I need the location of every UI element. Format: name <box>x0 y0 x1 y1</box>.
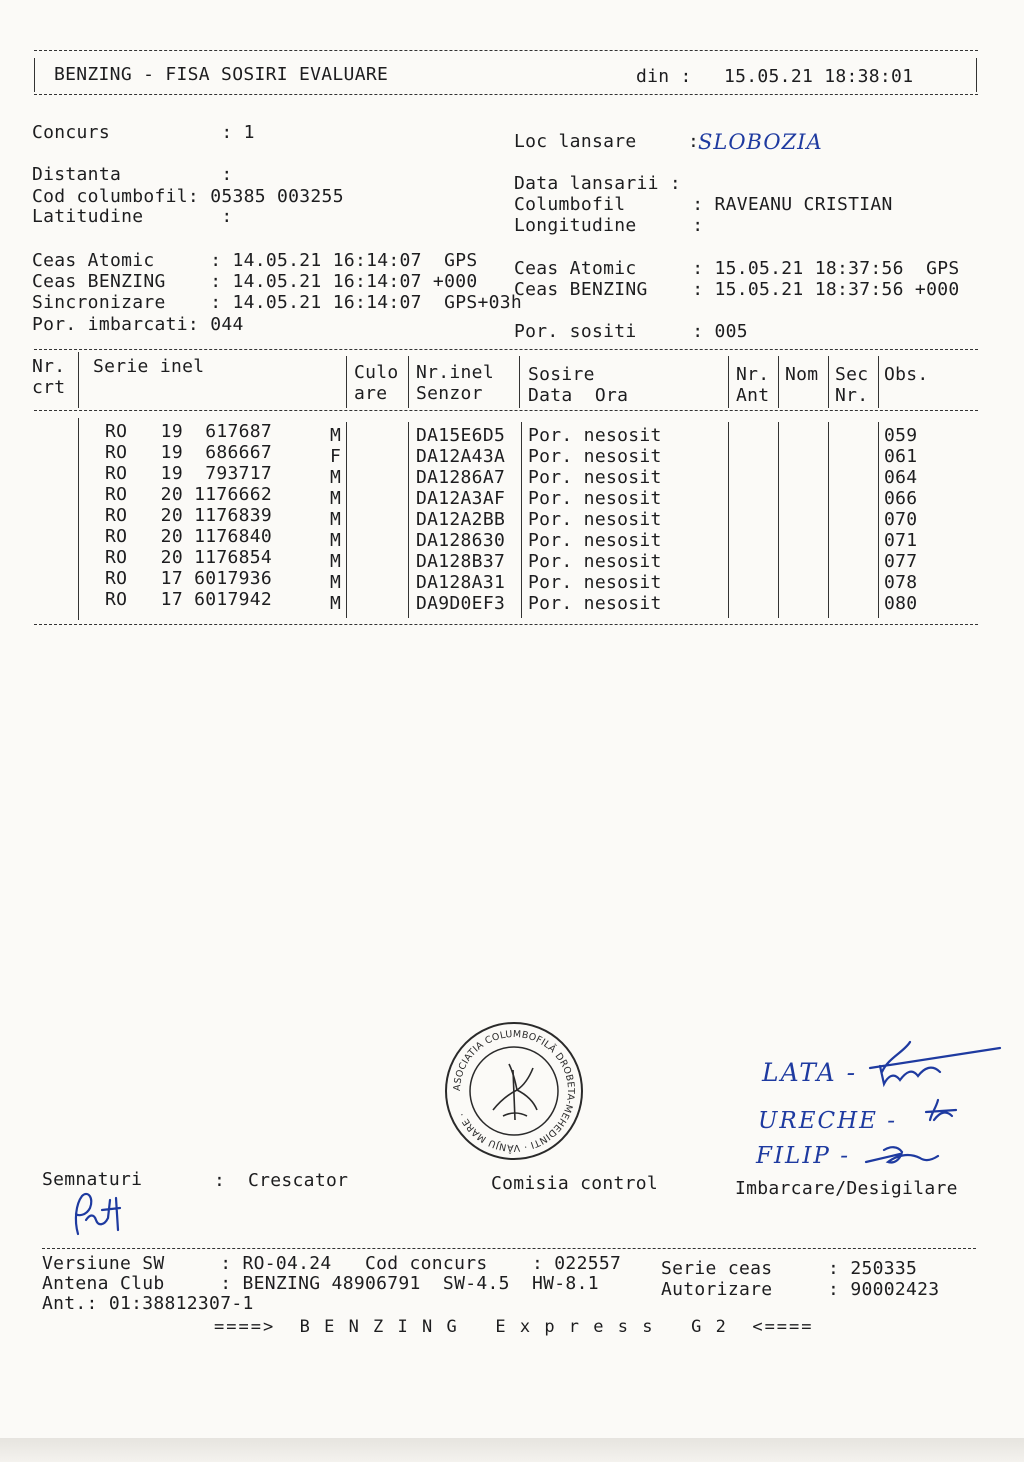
th-serie-inel: Serie inel <box>93 356 205 377</box>
col-sep <box>878 422 879 618</box>
observation-number: 059 <box>884 425 918 446</box>
imbarcare-desigilare-label: Imbarcare/Desigilare <box>735 1178 958 1199</box>
observation-number: 066 <box>884 488 918 509</box>
th-nr: Nr. <box>32 356 66 377</box>
pigeon-sex: M <box>330 488 342 509</box>
pigeon-sex: M <box>330 572 342 593</box>
ceas-benzing-start: Ceas BENZING : 14.05.21 16:14:07 +000 <box>32 271 478 292</box>
col-sep <box>78 418 79 620</box>
col-sep <box>728 356 729 408</box>
th-culoare-2: are <box>354 383 388 404</box>
handwritten-signatures <box>860 1028 1010 1178</box>
svg-text:ASOCIATIA COLUMBOFILĂ DROBETA-: ASOCIATIA COLUMBOFILĂ DROBETA-MEHEDINTI · VÂNJU MARE · <box>451 1028 577 1154</box>
date-label: din : <box>636 66 692 87</box>
ring-series: RO 20 1176662 <box>105 484 273 505</box>
porumbei-imbarcati: Por. imbarcati: 044 <box>32 314 244 335</box>
sensor-ring-id: DA128A31 <box>416 572 506 593</box>
antena-id-line: Ant.: 01:38812307-1 <box>42 1293 254 1314</box>
data-lansarii-line: Data lansarii : <box>514 173 682 194</box>
table-header-rule <box>34 410 978 411</box>
arrival-status: Por. nesosit <box>528 551 662 572</box>
versiune-sw-line: Versiune SW : RO-04.24 Cod concurs : 022557 <box>42 1253 622 1274</box>
col-sep <box>408 422 409 618</box>
arrival-status: Por. nesosit <box>528 572 662 593</box>
footer-top-rule <box>42 1248 976 1249</box>
autorizare-line: Autorizare : 90002423 <box>661 1279 940 1300</box>
header-top-rule <box>34 50 978 51</box>
longitudine-line: Longitudine : <box>514 215 704 236</box>
ring-series: RO 19 793717 <box>105 463 273 484</box>
sensor-ring-id: DA12A43A <box>416 446 506 467</box>
th-nr-ant-1: Nr. <box>736 364 770 385</box>
ring-series: RO 19 686667 <box>105 442 273 463</box>
observation-number: 080 <box>884 593 918 614</box>
sensor-ring-id: DA12A3AF <box>416 488 506 509</box>
paper-edge <box>0 1438 1024 1462</box>
pigeon-sex: M <box>330 551 342 572</box>
antena-club-line: Antena Club : BENZING 48906791 SW-4.5 HW-8.1 <box>42 1273 599 1294</box>
print-datetime: 15.05.21 18:38:01 <box>724 66 914 87</box>
loc-lansare-label: Loc lansare <box>514 131 637 152</box>
col-sep <box>78 352 79 408</box>
handwritten-name-2: URECHE - <box>758 1108 898 1134</box>
col-sep <box>519 356 520 408</box>
header-left-border <box>34 58 35 92</box>
semnaturi-label: Semnaturi <box>42 1169 143 1190</box>
th-senzor: Senzor <box>416 383 483 404</box>
col-sep <box>521 422 522 618</box>
ring-series: RO 20 1176840 <box>105 526 273 547</box>
col-sep <box>828 356 829 408</box>
header-bottom-rule <box>34 94 978 95</box>
th-obs: Obs. <box>884 364 929 385</box>
observation-number: 077 <box>884 551 918 572</box>
th-nr-ant-2: Ant <box>736 385 770 406</box>
ring-series: RO 17 6017942 <box>105 589 273 610</box>
sensor-ring-id: DA9D0EF3 <box>416 593 506 614</box>
ring-series: RO 20 1176854 <box>105 547 273 568</box>
col-sep <box>408 356 409 408</box>
observation-number: 061 <box>884 446 918 467</box>
club-stamp <box>443 1020 585 1162</box>
arrival-status: Por. nesosit <box>528 425 662 446</box>
ceas-atomic-start: Ceas Atomic : 14.05.21 16:14:07 GPS <box>32 250 478 271</box>
porumbei-sositi: Por. sositi : 005 <box>514 321 748 342</box>
sensor-ring-id: DA15E6D5 <box>416 425 506 446</box>
handwritten-name-3: FILIP - <box>756 1143 850 1169</box>
ring-series: RO 19 617687 <box>105 421 273 442</box>
th-crt: crt <box>32 377 66 398</box>
sensor-ring-id: DA12A2BB <box>416 509 506 530</box>
dove-icon <box>493 1064 537 1120</box>
th-culoare-1: Culo <box>354 362 399 383</box>
observation-number: 071 <box>884 530 918 551</box>
observation-number: 070 <box>884 509 918 530</box>
brand-banner: ====> B E N Z I N G E x p r e s s G 2 <==== <box>214 1317 814 1337</box>
pigeon-sex: M <box>330 530 342 551</box>
comisia-control-label: Comisia control <box>491 1173 659 1194</box>
loc-lansare-colon: : <box>688 131 700 152</box>
arrival-status: Por. nesosit <box>528 467 662 488</box>
sincronizare: Sincronizare : 14.05.21 16:14:07 GPS+03h <box>32 292 523 313</box>
col-sep <box>346 422 347 618</box>
th-data-ora: Data Ora <box>528 385 629 406</box>
th-sosire: Sosire <box>528 364 595 385</box>
observation-number: 064 <box>884 467 918 488</box>
latitudine-line: Latitudine : <box>32 206 233 227</box>
col-sep <box>346 356 347 408</box>
pigeon-sex: M <box>330 425 342 446</box>
arrival-status: Por. nesosit <box>528 446 662 467</box>
pigeon-sex: M <box>330 509 342 530</box>
pigeon-sex: F <box>330 446 342 467</box>
table-bottom-rule <box>34 624 978 625</box>
ring-series: RO 17 6017936 <box>105 568 273 589</box>
handwritten-name-1: LATA - <box>762 1058 858 1087</box>
crescator-label: Crescator <box>248 1170 349 1191</box>
cod-columbofil-line: Cod columbofil: 05385 003255 <box>32 186 344 207</box>
col-sep <box>778 356 779 408</box>
sensor-ring-id: DA128630 <box>416 530 506 551</box>
ring-series: RO 20 1176839 <box>105 505 273 526</box>
arrival-status: Por. nesosit <box>528 488 662 509</box>
serie-ceas-line: Serie ceas : 250335 <box>661 1258 918 1279</box>
observation-number: 078 <box>884 572 918 593</box>
arrival-status: Por. nesosit <box>528 509 662 530</box>
col-sep <box>828 422 829 618</box>
pigeon-sex: M <box>330 467 342 488</box>
loc-lansare-handwritten: SLOBOZIA <box>698 130 823 154</box>
ceas-benzing-end: Ceas BENZING : 15.05.21 18:37:56 +000 <box>514 279 960 300</box>
col-sep <box>778 422 779 618</box>
th-sec-2: Nr. <box>835 385 869 406</box>
ceas-atomic-end: Ceas Atomic : 15.05.21 18:37:56 GPS <box>514 258 960 279</box>
table-top-rule <box>34 349 978 350</box>
concurs-line: Concurs : 1 <box>32 122 255 143</box>
pigeon-sex: M <box>330 593 342 614</box>
sensor-ring-id: DA1286A7 <box>416 467 506 488</box>
distanta-line: Distanta : <box>32 164 233 185</box>
col-sep <box>878 356 879 408</box>
col-sep <box>728 422 729 618</box>
sensor-ring-id: DA128B37 <box>416 551 506 572</box>
th-nr-inel: Nr.inel <box>416 362 494 383</box>
document-title: BENZING - FISA SOSIRI EVALUARE <box>54 64 389 85</box>
crescator-signature <box>64 1190 134 1240</box>
arrival-status: Por. nesosit <box>528 530 662 551</box>
th-nom: Nom <box>785 364 819 385</box>
semnaturi-colon: : <box>214 1170 226 1191</box>
header-right-border <box>976 58 977 92</box>
columbofil-line: Columbofil : RAVEANU CRISTIAN <box>514 194 893 215</box>
th-sec-1: Sec <box>835 364 869 385</box>
arrival-status: Por. nesosit <box>528 593 662 614</box>
